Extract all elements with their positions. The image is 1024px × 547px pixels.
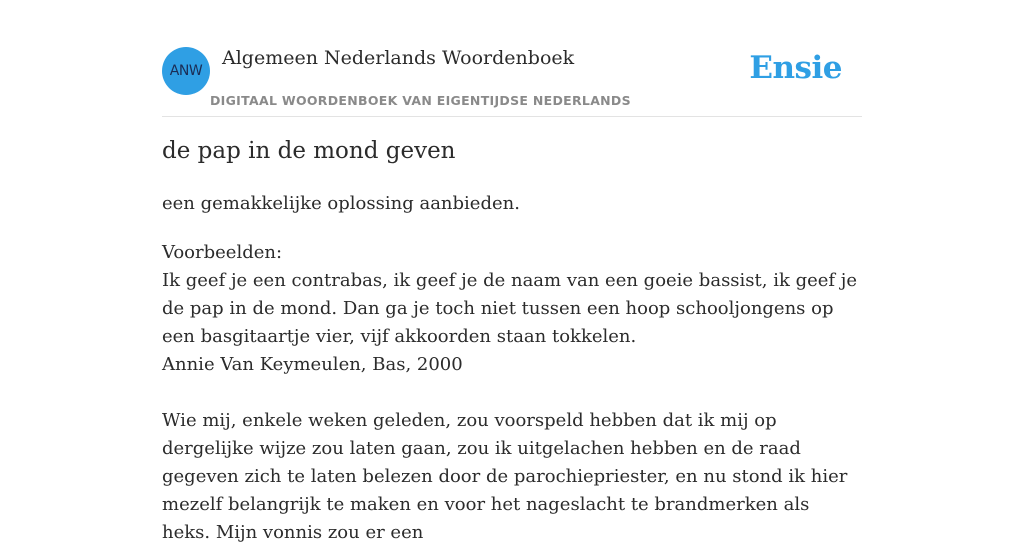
examples-label: Voorbeelden: (162, 242, 283, 263)
example-source: Annie Van Keymeulen, Bas, 2000 (162, 354, 463, 375)
logo-text: ANW (169, 63, 203, 79)
site-title[interactable]: Algemeen Nederlands Woordenboek (222, 47, 575, 69)
anw-logo[interactable] (162, 47, 210, 95)
entry-definition: een gemakkelijke oplossing aanbieden. (162, 193, 520, 214)
example-spacer (162, 379, 862, 407)
site-header (162, 46, 862, 117)
example-text: Ik geef je een contrabas, ik geef je de naam van een goeie bassist, ik geef je de pap in de mond. Dan ga je toch niet tussen een hoop schooljongens op een basgitaartje vier, vijf akkoorden staan tokkelen. (162, 270, 858, 347)
site-subtitle: DIGITAAL WOORDENBOEK VAN EIGENTIJDSE NEDERLANDS (210, 93, 631, 108)
ensie-brand-logo[interactable]: Ensie (749, 50, 842, 86)
examples-section (162, 239, 862, 547)
example-text: Wie mij, enkele weken geleden, zou voorspeld hebben dat ik mij op dergelijke wijze zou laten gaan, zou ik uitgelachen hebben en de raad gegeven zich te laten belezen door de parochiepriester, en nu stond ik hier mezelf belangrijk te maken en voor het nageslacht te brandmerken als heks. Mijn vonnis zou er een (162, 410, 848, 543)
entry-title: de pap in de mond geven (162, 138, 456, 164)
